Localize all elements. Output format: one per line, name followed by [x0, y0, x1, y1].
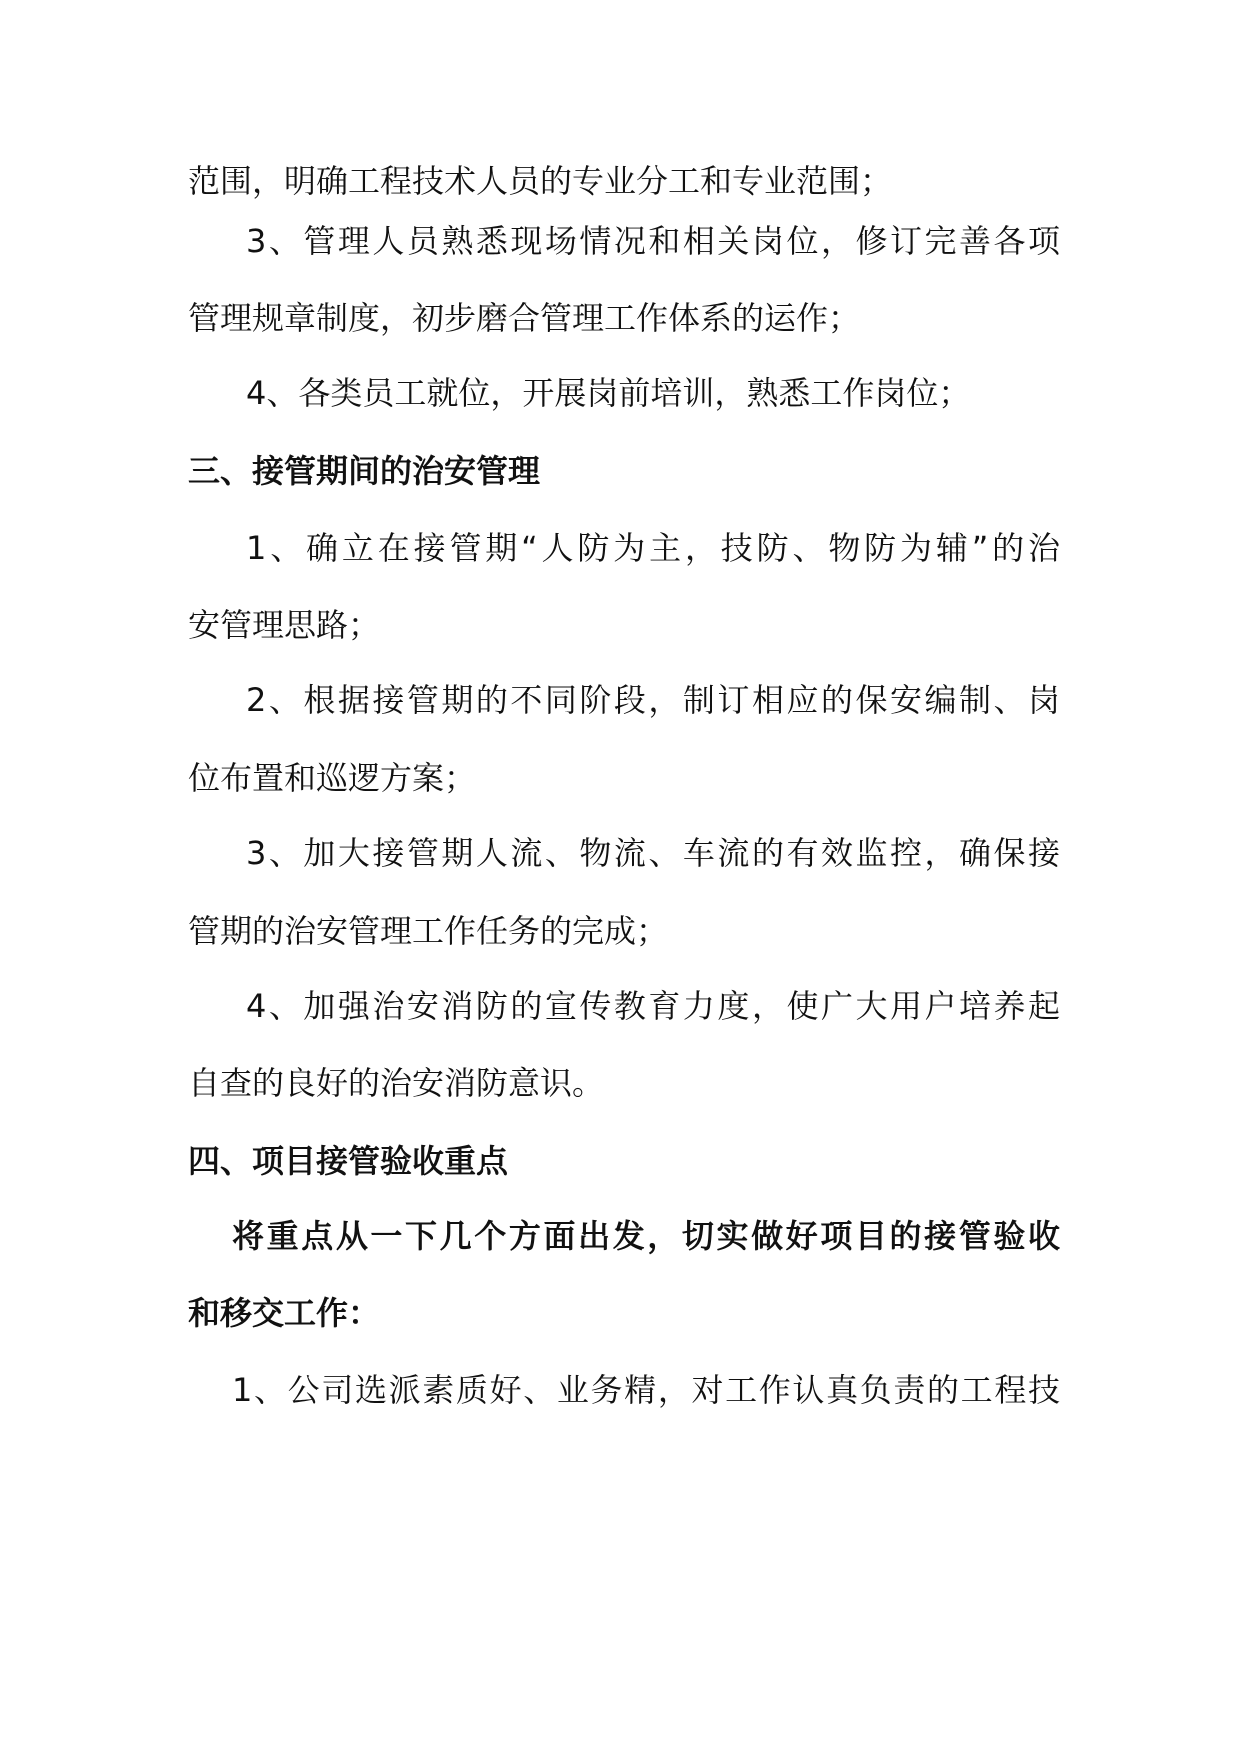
list-item-line: 1、公司选派素质好、业务精，对工作认真负责的工程技	[232, 1371, 1060, 1409]
list-item-line: 2、根据接管期的不同阶段，制订相应的保安编制、岗	[246, 681, 1060, 719]
list-item-line: 3、加大接管期人流、物流、车流的有效监控，确保接	[246, 834, 1060, 872]
bold-paragraph-line: 将重点从一下几个方面出发，切实做好项目的接管验收	[232, 1217, 1060, 1255]
paragraph-line: 位布置和巡逻方案；	[188, 759, 477, 797]
paragraph-line: 安管理思路；	[188, 606, 381, 644]
list-item-line: 4、各类员工就位，开展岗前培训，熟悉工作岗位；	[246, 374, 971, 412]
paragraph-line: 管理规章制度，初步磨合管理工作体系的运作；	[188, 299, 861, 337]
list-item-line: 1、确立在接管期“人防为主，技防、物防为辅”的治	[246, 529, 1060, 567]
bold-paragraph-line: 和移交工作：	[188, 1294, 381, 1332]
list-item-line: 3、管理人员熟悉现场情况和相关岗位，修订完善各项	[246, 222, 1060, 260]
paragraph-line: 自查的良好的治安消防意识。	[188, 1064, 605, 1102]
section-heading: 四、项目接管验收重点	[188, 1142, 509, 1180]
list-item-line: 4、加强治安消防的宣传教育力度，使广大用户培养起	[246, 987, 1060, 1025]
paragraph-line: 管期的治安管理工作任务的完成；	[188, 912, 669, 950]
paragraph-line: 范围，明确工程技术人员的专业分工和专业范围；	[188, 162, 893, 200]
section-heading: 三、接管期间的治安管理	[188, 452, 541, 490]
